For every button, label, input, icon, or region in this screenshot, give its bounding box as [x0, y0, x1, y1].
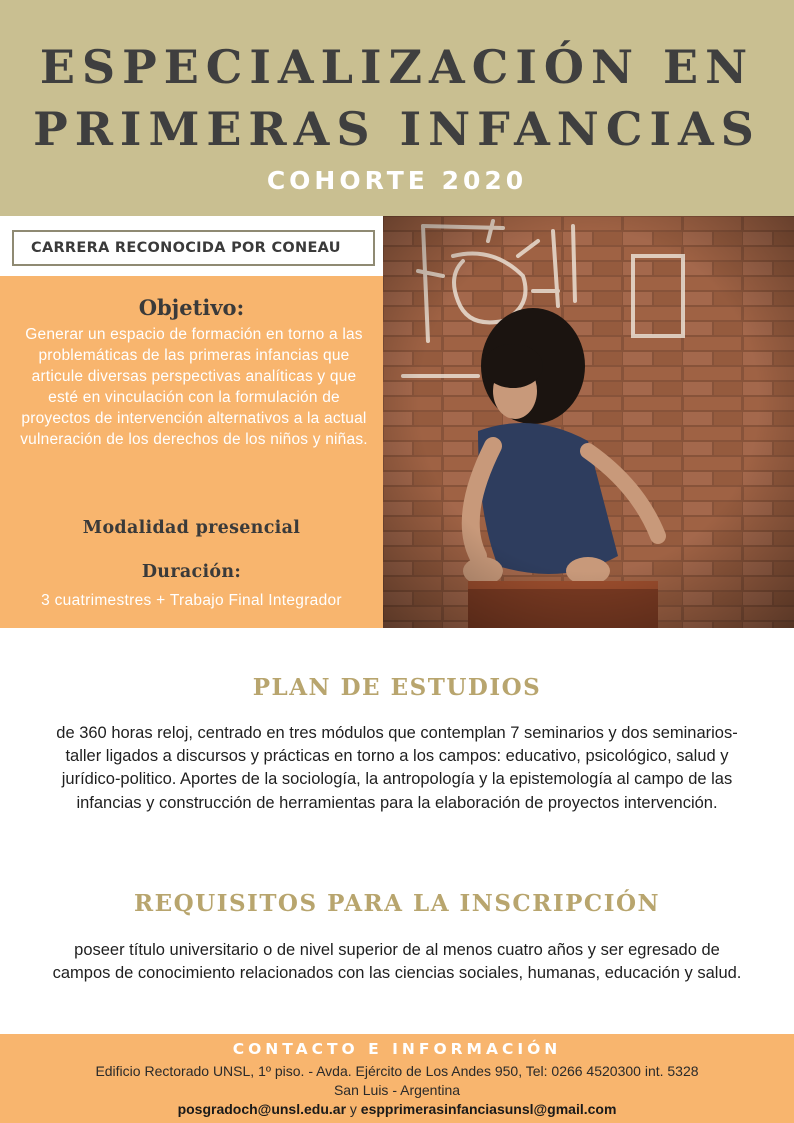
- child-by-brick-wall-photo: [383, 216, 794, 628]
- requirements-text: poseer título universitario o de nivel superior de al menos cuatro años y ser egresado de campos de conocimiento relacionados con las ciencias sociales, humanas, educación y salud.: [52, 941, 742, 983]
- page-title-line-2: PRIMERAS INFANCIAS: [33, 102, 761, 156]
- email-link-posgrado[interactable]: posgradoch@unsl.edu.ar: [177, 1101, 347, 1117]
- contact-emails: [0, 1101, 794, 1117]
- contact-address: Edificio Rectorado UNSL, 1º piso. - Avda. Ejército de Los Andes 950, Tel: 0266 4520300 int. 5328: [95, 1063, 699, 1079]
- requirements-title: REQUISITOS PARA LA INSCRIPCIÓN: [133, 890, 661, 917]
- email-connector: y: [346, 1101, 361, 1117]
- duration-text: 3 cuatrimestres + Trabajo Final Integrador: [41, 592, 342, 609]
- duration-title: Duración:: [141, 562, 242, 582]
- cohort-label: COHORTE 2020: [266, 166, 528, 195]
- objective-title: Objetivo:: [138, 295, 245, 320]
- email-link-gmail[interactable]: espprimerasinfanciasunsl@gmail.com: [360, 1101, 617, 1117]
- header-banner: [0, 0, 794, 216]
- objective-text: Generar un espacio de formación en torno a las problemáticas de las primeras infancias que articule diversas perspectivas analíticas y que esté en vinculación con la formulación de proyectos de intervención alternativos a la actual vulneración de los derechos de los niños y niñas.: [20, 326, 368, 448]
- objective-panel: [0, 276, 383, 628]
- modality-label: Modalidad presencial: [82, 518, 301, 538]
- contact-footer: [0, 1034, 794, 1123]
- coneau-badge: CARRERA RECONOCIDA POR CONEAU: [12, 230, 375, 266]
- contact-title: CONTACTO E INFORMACIÓN: [232, 1040, 562, 1058]
- contact-city: San Luis - Argentina: [333, 1082, 461, 1098]
- page-title-line-1: ESPECIALIZACIÓN EN: [39, 40, 755, 94]
- plan-title: PLAN DE ESTUDIOS: [252, 674, 542, 701]
- plan-text: de 360 horas reloj, centrado en tres módulos que contemplan 7 seminarios y dos seminarios-taller ligados a discursos y prácticas en torno a los campos: educativo, psicológico, salud y jurídico-politico. Aportes de la sociología, la antropología y la epistemología al campo de las infancias y construcción de herramientas para la elaboración de proyectos intervención.: [56, 724, 738, 812]
